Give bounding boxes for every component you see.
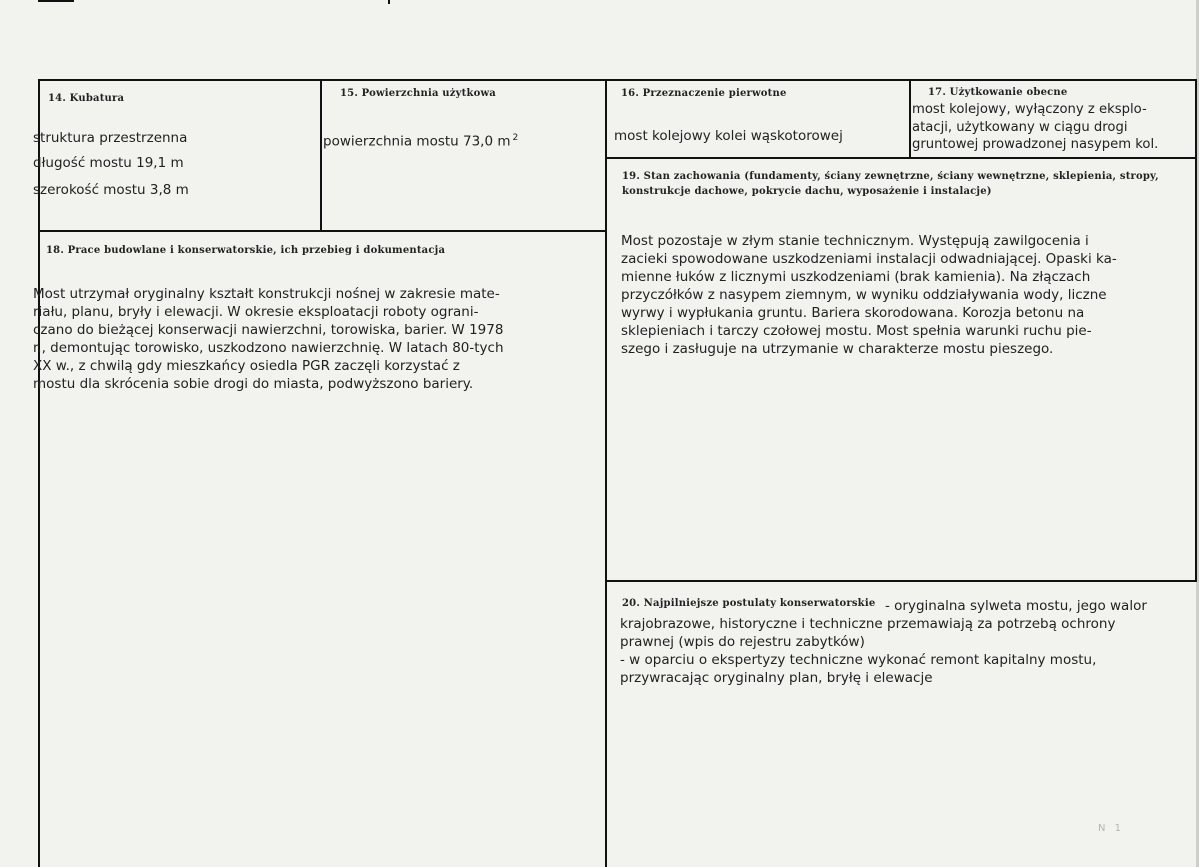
top-tick [388,0,390,4]
field-14-line-1: struktura przestrzenna [33,130,188,146]
grid-top-line [38,79,1197,81]
field-15-label: 15. Powierzchnia użytkowa [340,88,496,99]
grid-line-under-16-17 [605,157,1197,159]
field-16-value: most kolejowy kolei wąskotorowej [614,128,843,144]
pencil-margin-mark: N 1 [1098,823,1125,834]
grid-line-under-14-15 [38,230,607,232]
field-14-line-3: szerokość mostu 3,8 m [33,182,189,198]
field-18-value: Most utrzymał oryginalny kształt konstrukcji nośnej w zakresie mate- riału, planu, bryły i elewacji. W okresie eksploatacji roboty ograni- czano do bieżącej konserwacji nawierzchni, torowiska, barier. W 1978 r., demontując torowisko, uszkodzono nawierzchnię. W latach 80-tych XX w., z chwilą gdy mieszkańcy osiedla PGR zaczęli korzystać z mostu dla skrócenia sobie drogi do miasta, podwyższono bariery. [33,286,504,392]
field-20-value: krajobrazowe, historyczne i techniczne przemawiają za potrzebą ochrony prawnej (wpis do rejestru zabytków) - w oparciu o ekspertyzy techniczne wykonać remont kapitalny mostu, przywracając oryginalny plan, bryłę i elewacje [620,616,1116,686]
grid-middle-line [605,79,607,867]
grid-divider-14-15 [320,79,322,231]
field-14-label: 14. Kubatura [48,93,125,104]
grid-line-above-20 [605,580,1197,582]
field-20-first-line: - oryginalna sylweta mostu, jego walor [885,598,1147,614]
field-15-unit-superscript: 2 [512,133,519,143]
field-16-label: 16. Przeznaczenie pierwotne [621,88,787,99]
field-15-value [323,129,518,151]
grid-right-line [1195,79,1197,581]
grid-divider-16-17 [909,79,911,157]
field-20-label: 20. Najpilniejsze postulaty konserwatorskie [622,598,876,609]
field-14-line-2: długość mostu 19,1 m [33,155,184,171]
field-17-label: 17. Użytkowanie obecne [928,87,1068,98]
field-17-value: most kolejowy, wyłączony z eksplo- atacji, użytkowany w ciągu drogi gruntowej prowadzonej nasypem kol. [912,102,1159,152]
field-19-value: Most pozostaje w złym stanie technicznym. Występują zawilgocenia i zacieki spowodowane uszkodzeniami instalacji odwadniającej. Opaski ka- mienne łuków z licznymi uszkodzeniami (brak kamienia). Na złączach przyczółków z nasypem ziemnym, w wyniku oddziaływania wody, liczne wyrwy i wypłukania gruntu. Bariera skorodowana. Korozja betonu na sklepieniach i tarczy czołowej mostu. Most spełnia warunki ruchu pie- szego i zasługuje na utrzymanie w charakterze mostu pieszego. [621,233,1117,357]
field-19-label: 19. Stan zachowania (fundamenty, ściany zewnętrzne, ściany wewnętrzne, sklepienia, stropy, konstrukcje dachowe, pokrycie dachu, wyposażenie i instalacje) [622,171,1159,197]
top-left-mark [38,0,74,2]
field-18-label: 18. Prace budowlane i konserwatorskie, ich przebieg i dokumentacja [46,245,446,256]
field-15-value-text: powierzchnia mostu 73,0 m [323,133,511,150]
